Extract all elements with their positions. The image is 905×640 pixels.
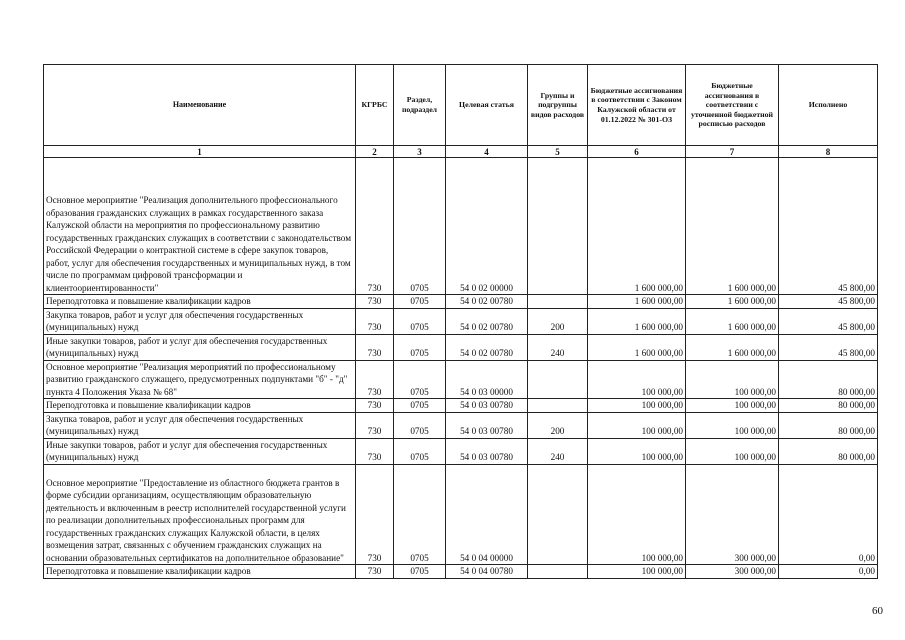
row-kgrbs-cell: 730 xyxy=(356,399,394,413)
row-target-cell: 54 0 04 00000 xyxy=(446,464,528,565)
column-number: 3 xyxy=(394,146,446,158)
row-executed-amount-cell: 0,00 xyxy=(779,464,878,565)
header-refined: Бюджетные ассигнования в соответствии с уточненной бюджетной росписью расходов xyxy=(686,65,779,146)
row-group-cell: 240 xyxy=(528,334,588,360)
row-law-amount-cell: 100 000,00 xyxy=(588,412,686,438)
column-number: 8 xyxy=(779,146,878,158)
row-group-cell: 240 xyxy=(528,438,588,464)
row-name-cell: Основное мероприятие "Реализация мероприятий по профессиональному развитию гражданского служащего, предусмотренных подпунктами "б" - "д" пункта 4 Положения Указа № 68" xyxy=(44,360,356,399)
row-section-cell: 0705 xyxy=(394,438,446,464)
row-group-cell xyxy=(528,158,588,295)
row-executed-amount-cell: 45 800,00 xyxy=(779,295,878,309)
row-section-cell: 0705 xyxy=(394,360,446,399)
row-section-cell: 0705 xyxy=(394,565,446,579)
row-group-cell xyxy=(528,399,588,413)
row-law-amount-cell: 100 000,00 xyxy=(588,438,686,464)
table-row xyxy=(44,412,878,438)
budget-table xyxy=(43,64,878,579)
row-section-cell: 0705 xyxy=(394,308,446,334)
column-number: 1 xyxy=(44,146,356,158)
table-row xyxy=(44,308,878,334)
row-section-cell: 0705 xyxy=(394,158,446,295)
row-executed-amount-cell: 80 000,00 xyxy=(779,399,878,413)
row-law-amount-cell: 100 000,00 xyxy=(588,360,686,399)
row-group-cell xyxy=(528,565,588,579)
row-section-cell: 0705 xyxy=(394,334,446,360)
table-row xyxy=(44,464,878,565)
row-target-cell: 54 0 03 00780 xyxy=(446,438,528,464)
row-group-cell: 200 xyxy=(528,412,588,438)
header-executed: Исполнено xyxy=(779,65,878,146)
row-target-cell: 54 0 04 00780 xyxy=(446,565,528,579)
row-refined-amount-cell: 1 600 000,00 xyxy=(686,295,779,309)
column-number: 5 xyxy=(528,146,588,158)
row-law-amount-cell: 1 600 000,00 xyxy=(588,308,686,334)
header-name: Наименование xyxy=(44,65,356,146)
row-law-amount-cell: 100 000,00 xyxy=(588,464,686,565)
table-row xyxy=(44,158,878,295)
row-kgrbs-cell: 730 xyxy=(356,464,394,565)
header-groups: Группы и подгруппы видов расходов xyxy=(528,65,588,146)
table-row xyxy=(44,399,878,413)
row-refined-amount-cell: 100 000,00 xyxy=(686,360,779,399)
row-refined-amount-cell: 1 600 000,00 xyxy=(686,334,779,360)
header-target: Целевая статья xyxy=(446,65,528,146)
row-executed-amount-cell: 45 800,00 xyxy=(779,308,878,334)
column-number: 6 xyxy=(588,146,686,158)
row-law-amount-cell: 1 600 000,00 xyxy=(588,295,686,309)
row-executed-amount-cell: 80 000,00 xyxy=(779,360,878,399)
row-executed-amount-cell: 45 800,00 xyxy=(779,158,878,295)
row-name-cell: Основное мероприятие "Предоставление из областного бюджета грантов в форме субсидии организациям, осуществляющим образовательную деятельность и включенным в реестр исполнителей государственной услуги по реализации дополнительных профессиональных программ для государственных гражданских служащих Калужской области, в целях возмещения затрат, связанных с обучением гражданских служащих на основании образовательных сертификатов на дополнительное образование" xyxy=(44,464,356,565)
row-refined-amount-cell: 1 600 000,00 xyxy=(686,158,779,295)
row-name-cell: Переподготовка и повышение квалификации кадров xyxy=(44,399,356,413)
header-law: Бюджетные ассигнования в соответствии с Законом Калужской области от 01.12.2022 № 301-ОЗ xyxy=(588,65,686,146)
row-name-cell: Иные закупки товаров, работ и услуг для обеспечения государственных (муниципальных) нужд xyxy=(44,334,356,360)
header-row xyxy=(44,65,878,146)
table-row xyxy=(44,295,878,309)
column-number: 2 xyxy=(356,146,394,158)
row-refined-amount-cell: 100 000,00 xyxy=(686,399,779,413)
row-kgrbs-cell: 730 xyxy=(356,412,394,438)
row-refined-amount-cell: 300 000,00 xyxy=(686,565,779,579)
row-target-cell: 54 0 02 00780 xyxy=(446,295,528,309)
row-name-cell: Закупка товаров, работ и услуг для обеспечения государственных (муниципальных) нужд xyxy=(44,308,356,334)
row-name-cell: Основное мероприятие "Реализация дополнительного профессионального образования гражданских служащих в рамках государственного заказа Калужской области на мероприятия по профессиональному развитию государственных гражданских служащих в соответствии с законодательством Российской Федерации о контрактной системе в сфере закупок товаров, работ, услуг для обеспечения государственных и муниципальных нужд, в том числе по программам цифровой трансформации и клиентоориентированности" xyxy=(44,158,356,295)
row-refined-amount-cell: 100 000,00 xyxy=(686,438,779,464)
header-section: Раздел, подраздел xyxy=(394,65,446,146)
row-executed-amount-cell: 80 000,00 xyxy=(779,412,878,438)
row-kgrbs-cell: 730 xyxy=(356,438,394,464)
row-target-cell: 54 0 03 00780 xyxy=(446,399,528,413)
row-kgrbs-cell: 730 xyxy=(356,158,394,295)
row-section-cell: 0705 xyxy=(394,295,446,309)
row-group-cell xyxy=(528,464,588,565)
row-kgrbs-cell: 730 xyxy=(356,565,394,579)
row-law-amount-cell: 100 000,00 xyxy=(588,565,686,579)
column-number: 4 xyxy=(446,146,528,158)
row-name-cell: Закупка товаров, работ и услуг для обеспечения государственных (муниципальных) нужд xyxy=(44,412,356,438)
table-row xyxy=(44,360,878,399)
row-target-cell: 54 0 02 00000 xyxy=(446,158,528,295)
row-kgrbs-cell: 730 xyxy=(356,295,394,309)
row-group-cell: 200 xyxy=(528,308,588,334)
table-row xyxy=(44,334,878,360)
column-number-row xyxy=(44,146,878,158)
row-target-cell: 54 0 03 00000 xyxy=(446,360,528,399)
row-target-cell: 54 0 02 00780 xyxy=(446,308,528,334)
row-refined-amount-cell: 300 000,00 xyxy=(686,464,779,565)
row-section-cell: 0705 xyxy=(394,412,446,438)
row-group-cell xyxy=(528,360,588,399)
row-refined-amount-cell: 100 000,00 xyxy=(686,412,779,438)
header-kgrbs: КГРБС xyxy=(356,65,394,146)
row-law-amount-cell: 1 600 000,00 xyxy=(588,158,686,295)
row-law-amount-cell: 1 600 000,00 xyxy=(588,334,686,360)
row-target-cell: 54 0 02 00780 xyxy=(446,334,528,360)
row-executed-amount-cell: 45 800,00 xyxy=(779,334,878,360)
row-kgrbs-cell: 730 xyxy=(356,334,394,360)
row-executed-amount-cell: 0,00 xyxy=(779,565,878,579)
row-target-cell: 54 0 03 00780 xyxy=(446,412,528,438)
row-executed-amount-cell: 80 000,00 xyxy=(779,438,878,464)
row-kgrbs-cell: 730 xyxy=(356,360,394,399)
row-name-cell: Переподготовка и повышение квалификации кадров xyxy=(44,295,356,309)
row-law-amount-cell: 100 000,00 xyxy=(588,399,686,413)
column-number: 7 xyxy=(686,146,779,158)
row-section-cell: 0705 xyxy=(394,399,446,413)
row-group-cell xyxy=(528,295,588,309)
table-row xyxy=(44,438,878,464)
page-number: 60 xyxy=(872,605,883,617)
row-kgrbs-cell: 730 xyxy=(356,308,394,334)
row-section-cell: 0705 xyxy=(394,464,446,565)
table-row xyxy=(44,565,878,579)
row-refined-amount-cell: 1 600 000,00 xyxy=(686,308,779,334)
row-name-cell: Иные закупки товаров, работ и услуг для обеспечения государственных (муниципальных) нужд xyxy=(44,438,356,464)
row-name-cell: Переподготовка и повышение квалификации кадров xyxy=(44,565,356,579)
